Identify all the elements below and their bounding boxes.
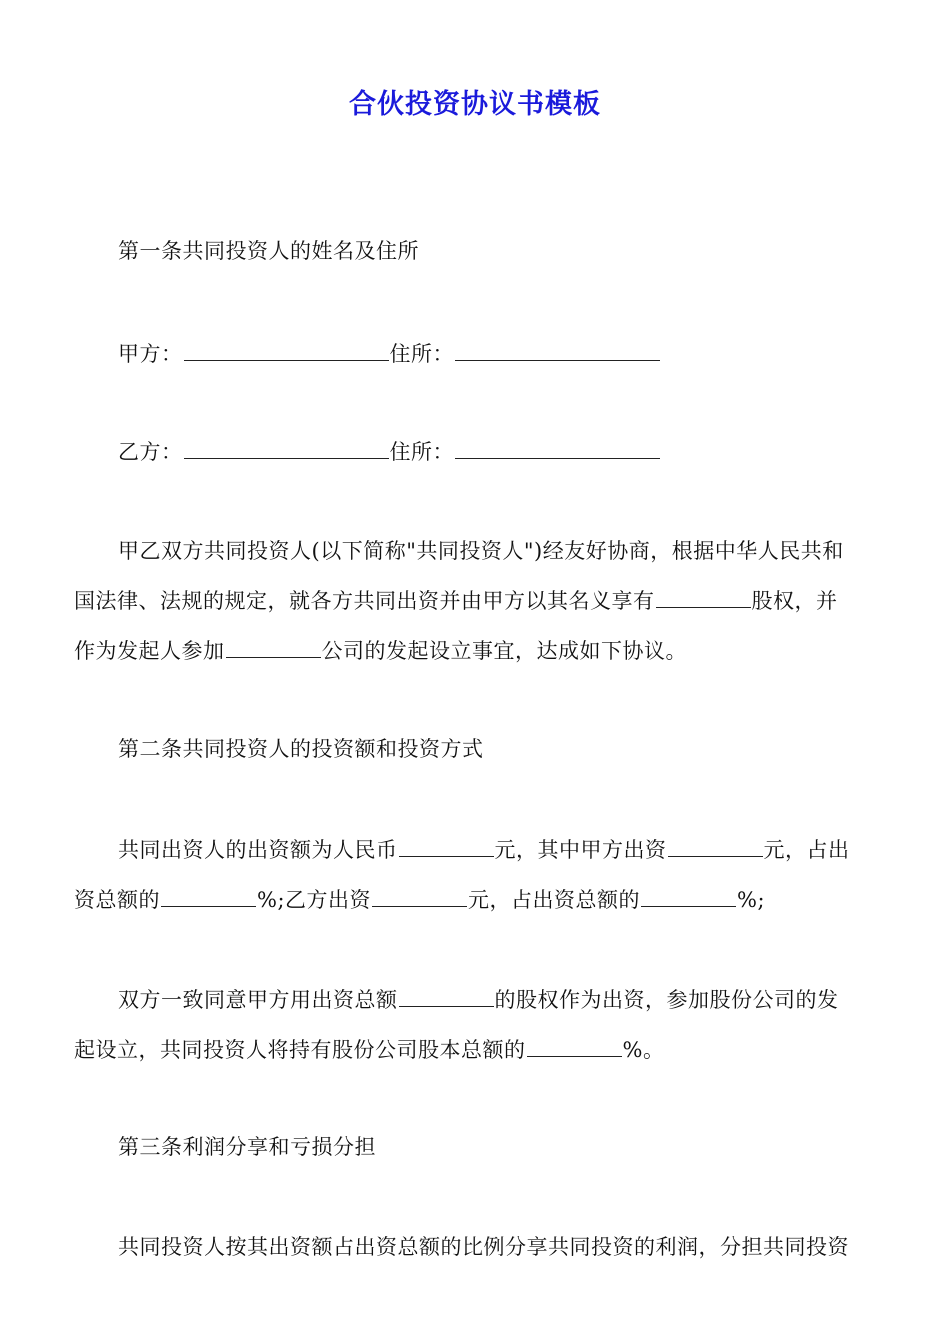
party-b-address-blank <box>455 436 660 459</box>
text-segment: %; <box>737 888 766 912</box>
article-3-p1-line-1: 共同投资人按其出资额占出资总额的比例分享共同投资的利润，分担共同投资 <box>118 1235 849 1259</box>
party-a-address-label: 住所： <box>389 342 454 366</box>
party-a-amount-blank <box>668 834 763 857</box>
text-segment: 双方一致同意甲方用出资总额 <box>118 988 398 1012</box>
intro-line-1: 甲乙双方共同投资人(以下简称"共同投资人")经友好协商，根据中华人民共和 <box>118 539 844 563</box>
equity-share-blank <box>399 984 494 1007</box>
document-title: 合伙投资协议书模板 <box>349 89 601 120</box>
article-2-p2-line-1 <box>118 984 839 1015</box>
text-segment: 共同出资人的出资额为人民币 <box>118 838 398 862</box>
text-segment: %。 <box>622 1038 665 1062</box>
intro-line-2-text-b: 股权，并 <box>751 589 838 613</box>
text-segment: 元，占出资总额的 <box>468 888 641 912</box>
article-1-heading: 第一条共同投资人的姓名及住所 <box>118 239 419 263</box>
equity-blank <box>656 585 751 608</box>
intro-line-3-text-b: 公司的发起设立事宜，达成如下协议。 <box>321 639 687 663</box>
party-b-row <box>118 436 661 467</box>
article-3-heading: 第三条利润分享和亏损分担 <box>118 1135 376 1159</box>
party-b-address-label: 住所： <box>389 440 454 464</box>
stock-percent-blank <box>527 1034 622 1057</box>
text-segment: 的股权作为出资，参加股份公司的发 <box>494 988 839 1012</box>
intro-line-2-text-a: 国法律、法规的规定，就各方共同出资并由甲方以其名义享有 <box>74 589 655 613</box>
article-2-p2-line-2 <box>74 1034 664 1065</box>
party-a-label: 甲方： <box>118 342 183 366</box>
party-a-name-blank <box>184 338 389 361</box>
article-2-p1-line-2 <box>74 884 765 915</box>
text-segment: 资总额的 <box>74 888 160 912</box>
intro-line-3-text-a: 作为发起人参加 <box>74 639 225 663</box>
party-a-percent-blank <box>161 884 256 907</box>
text-segment: 起设立，共同投资人将持有股份公司股本总额的 <box>74 1038 526 1062</box>
party-b-percent-blank <box>641 884 736 907</box>
intro-line-3 <box>74 635 687 666</box>
text-segment: 元，占出 <box>763 838 850 862</box>
text-segment: 元，其中甲方出资 <box>494 838 667 862</box>
article-2-p1-line-1 <box>118 834 850 865</box>
company-blank <box>226 635 321 658</box>
party-b-name-blank <box>184 436 389 459</box>
total-amount-blank <box>399 834 494 857</box>
text-segment: %;乙方出资 <box>257 888 372 912</box>
intro-line-2 <box>74 585 838 616</box>
party-b-amount-blank <box>372 884 467 907</box>
party-a-row <box>118 338 661 369</box>
party-a-address-blank <box>455 338 660 361</box>
party-b-label: 乙方： <box>118 440 183 464</box>
article-2-heading: 第二条共同投资人的投资额和投资方式 <box>118 737 484 761</box>
